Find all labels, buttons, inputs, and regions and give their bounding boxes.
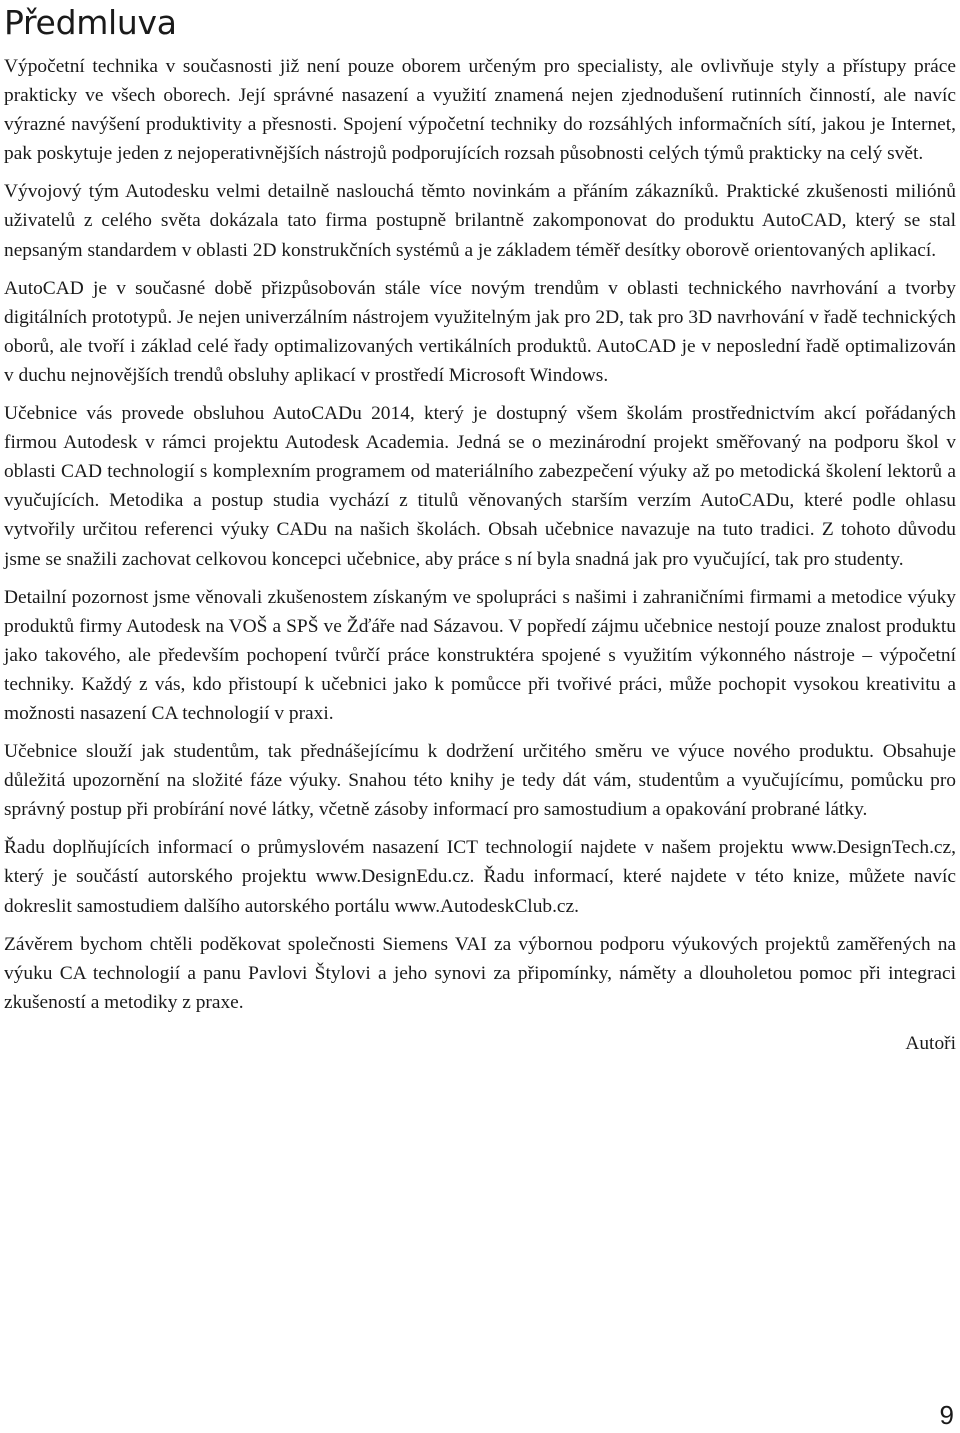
paragraph: Závěrem bychom chtěli poděkovat společnosti Siemens VAI za výbornou podporu výukových projektů zaměřených na výuku CA technologií a panu Pavlovi Štylovi a jeho synovi za připomínky, náměty a dlouholetou pomoc při integraci zkušeností a metodiky z praxe. (4, 933, 956, 1013)
page-number: 9 (939, 1400, 954, 1430)
paragraph: Učebnice slouží jak studentům, tak přednášejícímu k dodržení určitého směru ve výuce nového produktu. Obsahuje důležitá upozornění na složité fáze výuky. Snahou této knihy je tedy dát vám, studentům a vyučujícímu, pomůcku pro správný postup při probírání nové látky, včetně zásoby informací pro samostudium a opakování probrané látky. (4, 741, 956, 821)
paragraph: Vývojový tým Autodesku velmi detailně naslouchá těmto novinkám a přáním zákazníků. Praktické zkušenosti miliónů uživatelů z celého světa dokázala tato firma postupně brilantně zakomponovat do produktu AutoCAD, který se stal nepsaným standardem v oblasti 2D konstrukčních systémů a je základem téměř desítky oborově orientovaných aplikací. (4, 181, 956, 261)
paragraph: Učebnice vás provede obsluhou AutoCADu 2014, který je dostupný všem školám prostřednictvím akcí pořádaných firmou Autodesk v rámci projektu Autodesk Academia. Jedná se o mezinárodní projekt směřovaný na podporu škol v oblasti CAD technologií s komplexním programem od materiálního zabezpečení výuky až po metodická školení lektorů a vyučujících. Metodika a postup studia vychází z titulů věnovaných starším verzím AutoCADu, které podle ohlasu vytvořily určitou referenci výuky CADu na našich školách. Obsah učebnice navazuje na tuto tradici. Z tohoto důvodu jsme se snažili zachovat celkovou koncepci učebnice, aby práce s ní byla snadná jak pro vyučující, tak pro studenty. (4, 403, 956, 570)
paragraph: Řadu doplňujících informací o průmyslovém nasazení ICT technologií najdete v našem projektu www.DesignTech.cz, který je součástí autorského projektu www.DesignEdu.cz. Řadu informací, které najdete v této knize, můžete navíc dokreslit samostudiem dalšího autorského portálu www.AutodeskClub.cz. (4, 837, 956, 917)
author-signature: Autoři (905, 1032, 956, 1054)
paragraph: Výpočetní technika v současnosti již není pouze oborem určeným pro specialisty, ale ovlivňuje styly a přístupy práce prakticky ve všech oborech. Její správné nasazení a využití znamená nejen zjednodušení rutinních činností, ale navíc výrazné navýšení produktivity a přesnosti. Spojení výpočetní techniky do rozsáhlých informačních sítí, jakou je Internet, pak poskytuje jeden z nejoperativnějších nástrojů podporujících rozsah působnosti celých týmů prakticky na celý svět. (4, 56, 956, 165)
paragraph: AutoCAD je v současné době přizpůsobován stále více novým trendům v oblasti technického navrhování a tvorby digitálních prototypů. Je nejen univerzálním nástrojem využitelným jak pro 2D, tak pro 3D navrhování v řadě technických oborů, ale tvoří i základ celé řady optimalizovaných vertikálních produktů. AutoCAD je v neposlední řadě optimalizován v duchu nejnovějších trendů obsluhy aplikací v prostředí Microsoft Windows. (4, 277, 956, 386)
page-title: Předmluva (4, 3, 177, 42)
document-page (4, 0, 956, 1058)
paragraph: Detailní pozornost jsme věnovali zkušenostem získaným ve spolupráci s našimi i zahraničními firmami a metodice výuky produktů firmy Autodesk na VOŠ a SPŠ ve Žďáře nad Sázavou. V popředí zájmu učebnice nestojí pouze znalost produktu jako takového, ale především pochopení tvůrčí práce konstruktéra spojené s využitím výkonného nástroje – výpočetní techniky. Každý z vás, kdo přistoupí k učebnici jako k pomůcce při tvořivé práci, může pochopit vysokou kreativitu a možnosti nasazení CA technologií v praxi. (4, 586, 956, 724)
